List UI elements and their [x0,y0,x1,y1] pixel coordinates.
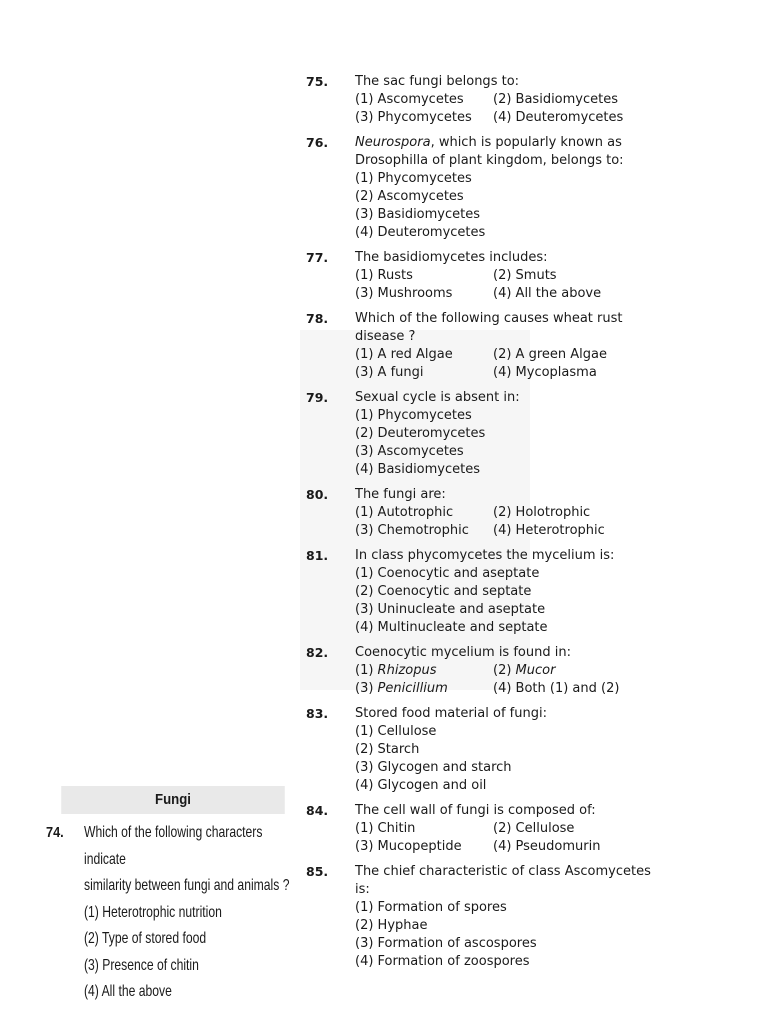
question-text: Coenocytic mycelium is found in: [355,645,571,660]
question-text: The fungi are: [355,487,446,502]
option-1: (1) Cellulose [355,724,437,739]
option-3: (3) Mushrooms [355,286,453,301]
option-1: (1) Formation of spores [355,900,507,915]
question-81 [306,547,656,637]
option-1: (1) Coenocytic and aseptate [355,566,540,581]
option-2: (2) Type of stored food [84,930,207,947]
option-3: (3) Uninucleate and aseptate [355,602,546,617]
question-text-rest: , which is popularly known as [430,135,622,150]
question-text-line-1: Which of the following causes wheat rust [355,311,623,326]
option-3 [355,680,493,698]
section-title: Fungi [61,786,285,814]
option-4: (4) All the above [84,983,172,1000]
question-text: The sac fungi belongs to: [355,74,520,89]
question-number: 83. [306,706,329,721]
option-4: (4) Glycogen and oil [355,778,487,793]
option-1 [355,662,493,680]
question-78 [306,310,656,382]
options [355,662,656,698]
option-1: (1) A red Algae [355,347,453,362]
question-text-line-2: Drosophilla of plant kingdom, belongs to: [355,153,624,168]
question-text-line-2: similarity between fungi and animals ? [84,877,290,894]
question-number: 74. [46,824,64,841]
option-2: (2) Starch [355,742,420,757]
question-text: The cell wall of fungi is composed of: [355,803,596,818]
question-number: 76. [306,135,329,150]
question-number: 78. [306,311,329,326]
species-name: Rhizopus [377,663,437,678]
option-2: (2) Cellulose [493,821,575,836]
option-prefix: (1) [355,663,378,678]
question-number: 82. [306,645,329,660]
option-4: (4) Formation of zoospores [355,954,530,969]
question-number: 80. [306,487,329,502]
question-text: The basidiomycetes includes: [355,250,548,265]
option-2: (2) Ascomycetes [355,189,464,204]
question-column-right [306,73,656,978]
option-2 [493,662,656,680]
question-number: 81. [306,548,329,563]
species-name: Penicillium [377,681,448,696]
option-3: (3) Formation of ascospores [355,936,537,951]
option-prefix: (3) [355,681,378,696]
option-3: (3) Ascomycetes [355,444,464,459]
question-text-line-1: The chief characteristic of class Ascomycetes [355,864,651,879]
option-4: (4) Pseudomurin [493,839,601,854]
option-4: (4) All the above [493,286,602,301]
option-1: (1) Rusts [355,268,413,283]
option-4: (4) Deuteromycetes [493,110,624,125]
question-82 [306,644,656,698]
option-1: (1) Heterotrophic nutrition [84,903,222,921]
question-text: Sexual cycle is absent in: [355,390,520,405]
question-column-left [46,786,300,1006]
question-75 [306,73,656,127]
question-80 [306,486,656,540]
species-name: Neurospora [355,135,431,150]
question-number: 75. [306,74,329,89]
option-prefix: (2) [493,663,516,678]
question-number: 84. [306,803,329,818]
option-2: (2) Smuts [493,268,557,283]
question-text-line-2: disease ? [355,329,416,344]
option-1: (1) Chitin [355,821,416,836]
question-number: 79. [306,390,329,405]
option-3: (3) Mucopeptide [355,839,462,854]
option-4: (4) Heterotrophic [493,523,605,538]
option-4: (4) Mycoplasma [493,365,597,380]
question-text: In class phycomycetes the mycelium is: [355,548,615,563]
question-74 [46,820,300,1006]
question-84 [306,802,656,856]
options [355,267,656,303]
question-85 [306,863,656,971]
option-3: (3) Presence of chitin [84,956,199,974]
question-83 [306,705,656,795]
option-4: (4) Both (1) and (2) [493,681,620,696]
option-3: (3) Chemotrophic [355,523,469,538]
option-2: (2) Basidiomycetes [493,92,619,107]
question-number: 85. [306,864,329,879]
option-4: (4) Deuteromycetes [355,225,486,240]
option-2: (2) Holotrophic [493,505,591,520]
option-1: (1) Phycomycetes [355,408,472,423]
option-4: (4) Basidiomycetes [355,462,481,477]
question-76 [306,134,656,242]
options [355,91,656,127]
option-1: (1) Ascomycetes [355,92,464,107]
option-2: (2) Hyphae [355,918,428,933]
option-3: (3) A fungi [355,365,424,380]
question-text-line-1 [355,134,656,152]
option-2: (2) Coenocytic and septate [355,584,532,599]
option-3: (3) Glycogen and starch [355,760,512,775]
option-3: (3) Phycomycetes [355,110,472,125]
option-1: (1) Autotrophic [355,505,454,520]
options [355,346,656,382]
options [355,504,656,540]
options [355,820,656,856]
option-3: (3) Basidiomycetes [355,207,481,222]
option-4: (4) Multinucleate and septate [355,620,548,635]
question-text: Stored food material of fungi: [355,706,547,721]
option-1: (1) Phycomycetes [355,171,472,186]
question-number: 77. [306,250,329,265]
question-79 [306,389,656,479]
question-text-line-1: Which of the following characters indicate [84,824,263,868]
question-77 [306,249,656,303]
species-name: Mucor [515,663,556,678]
option-2: (2) Deuteromycetes [355,426,486,441]
option-2: (2) A green Algae [493,347,607,362]
question-text-line-2: is: [355,882,370,897]
